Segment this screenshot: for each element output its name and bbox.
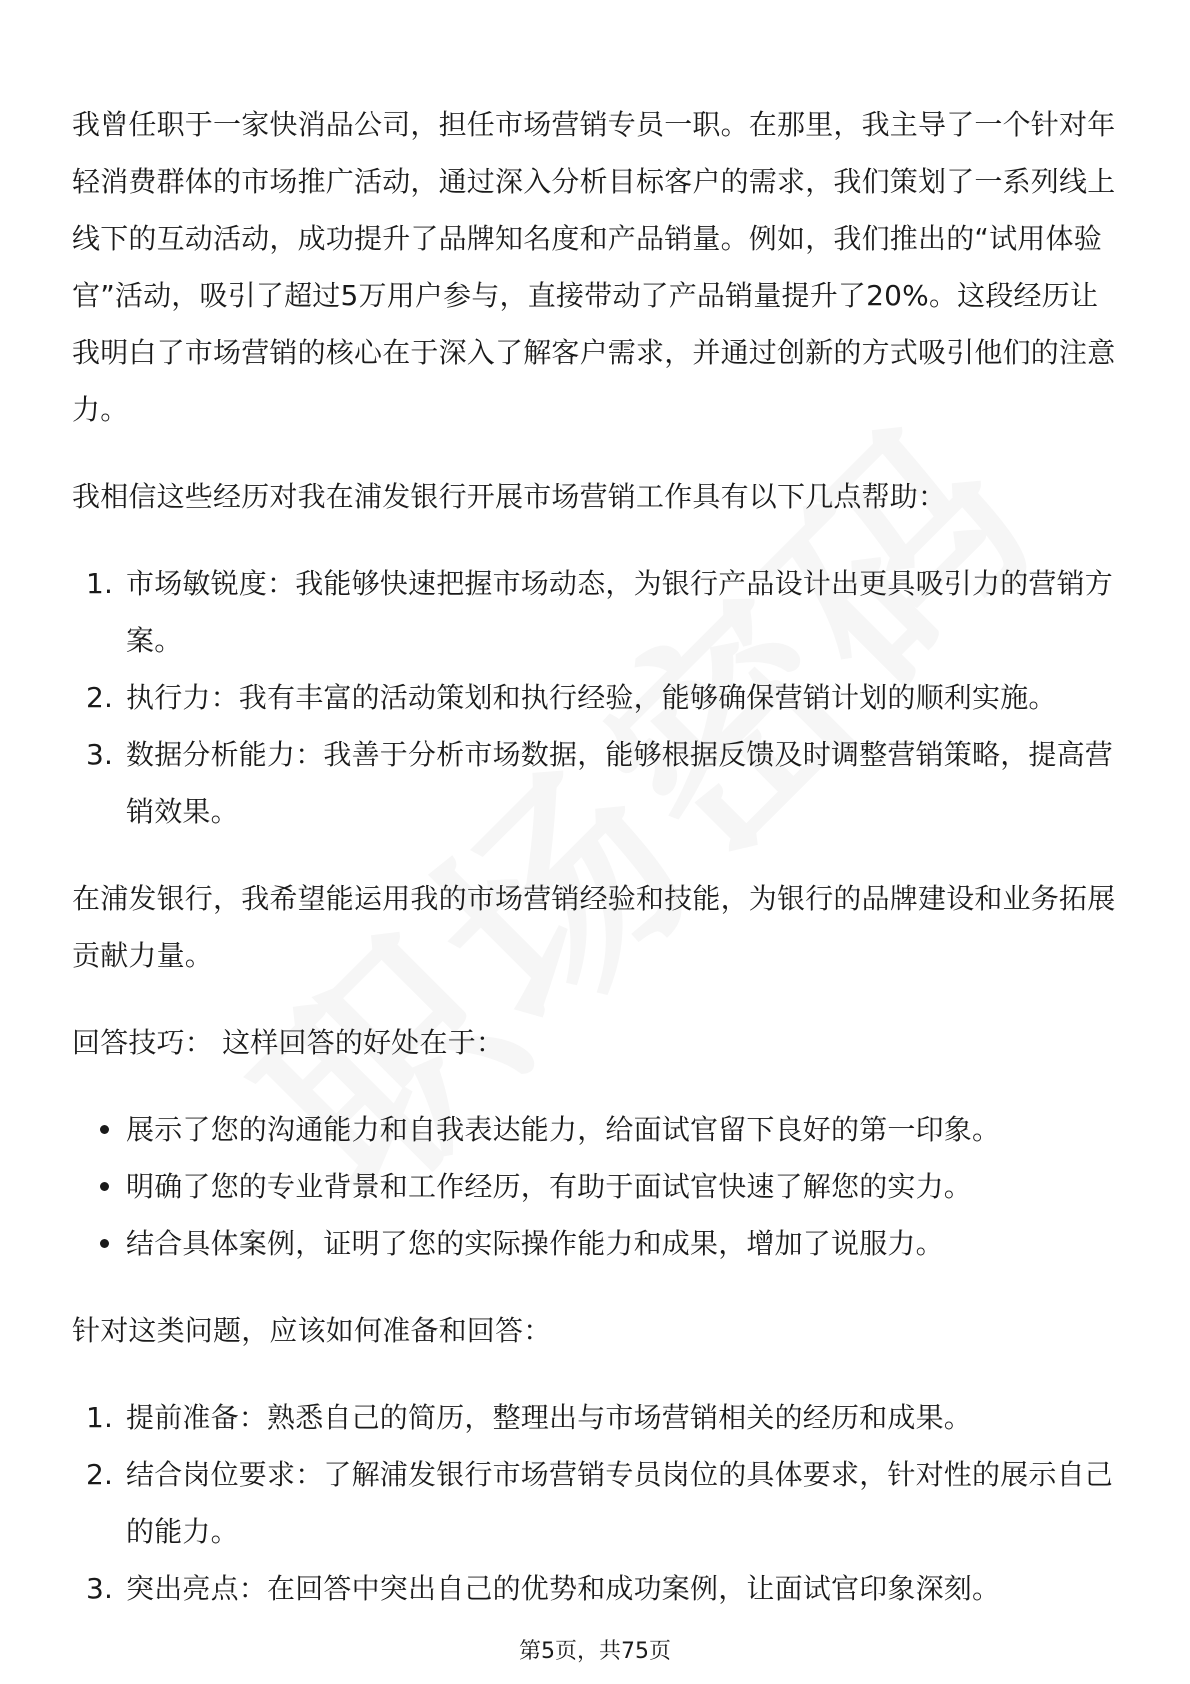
list-number: 3. (86, 738, 114, 771)
list-item-text: 突出亮点：在回答中突出自己的优势和成功案例，让面试官印象深刻。 (126, 1572, 1001, 1605)
list-item (72, 726, 1120, 840)
bullet-dot-icon (100, 1239, 109, 1248)
list-item (72, 669, 1120, 726)
list-item (72, 1158, 1120, 1215)
paragraph-help-intro: 我相信这些经历对我在浦发银行开展市场营销工作具有以下几点帮助： (72, 480, 947, 513)
numbered-list-preparation (72, 1389, 1120, 1617)
list-item (72, 1215, 1120, 1272)
list-item (72, 555, 1120, 669)
list-item-text: 结合岗位要求：了解浦发银行市场营销专员岗位的具体要求，针对性的展示自己的能力。 (126, 1458, 1114, 1548)
list-item-text: 展示了您的沟通能力和自我表达能力，给面试官留下良好的第一印象。 (126, 1113, 1001, 1146)
list-item (72, 1560, 1120, 1617)
list-number: 1. (86, 567, 114, 600)
list-item-text: 执行力：我有丰富的活动策划和执行经验，能够确保营销计划的顺利实施。 (126, 681, 1057, 714)
paragraph-tips-heading: 回答技巧： 这样回答的好处在于： (72, 1026, 505, 1059)
numbered-list-strengths (72, 555, 1120, 840)
list-number: 2. (86, 681, 114, 714)
paragraph-goal: 在浦发银行，我希望能运用我的市场营销经验和技能，为银行的品牌建设和业务拓展贡献力量。 (72, 882, 1116, 972)
list-item-text: 市场敏锐度：我能够快速把握市场动态，为银行产品设计出更具吸引力的营销方案。 (126, 567, 1114, 657)
page-number-footer: 第5页，共75页 (519, 1639, 671, 1664)
list-number: 3. (86, 1572, 114, 1605)
list-number: 1. (86, 1401, 114, 1434)
list-number: 2. (86, 1458, 114, 1491)
list-item (72, 1446, 1120, 1560)
list-item-text: 提前准备：熟悉自己的简历，整理出与市场营销相关的经历和成果。 (126, 1401, 973, 1434)
list-item (72, 1389, 1120, 1446)
paragraph-prep-heading: 针对这类问题，应该如何准备和回答： (72, 1314, 552, 1347)
bullet-dot-icon (100, 1182, 109, 1191)
paragraph-experience: 我曾任职于一家快消品公司，担任市场营销专员一职。在那里，我主导了一个针对年轻消费群体的市场推广活动，通过深入分析目标客户的需求，我们策划了一系列线上线下的互动活动，成功提升了品牌知名度和产品销量。例如，我们推出的“试用体验官”活动，吸引了超过5万用户参与，直接带动了产品销量提升了20%。这段经历让我明白了市场营销的核心在于深入了解客户需求，并通过创新的方式吸引他们的注意力。 (72, 108, 1116, 426)
bullet-dot-icon (100, 1125, 109, 1134)
list-item (72, 1101, 1120, 1158)
bullet-list-benefits (72, 1101, 1120, 1272)
list-item-text: 结合具体案例，证明了您的实际操作能力和成果，增加了说服力。 (126, 1227, 944, 1260)
document-body (72, 96, 1120, 1647)
list-item-text: 明确了您的专业背景和工作经历，有助于面试官快速了解您的实力。 (126, 1170, 973, 1203)
list-item-text: 数据分析能力：我善于分析市场数据，能够根据反馈及时调整营销策略，提高营销效果。 (126, 738, 1114, 828)
